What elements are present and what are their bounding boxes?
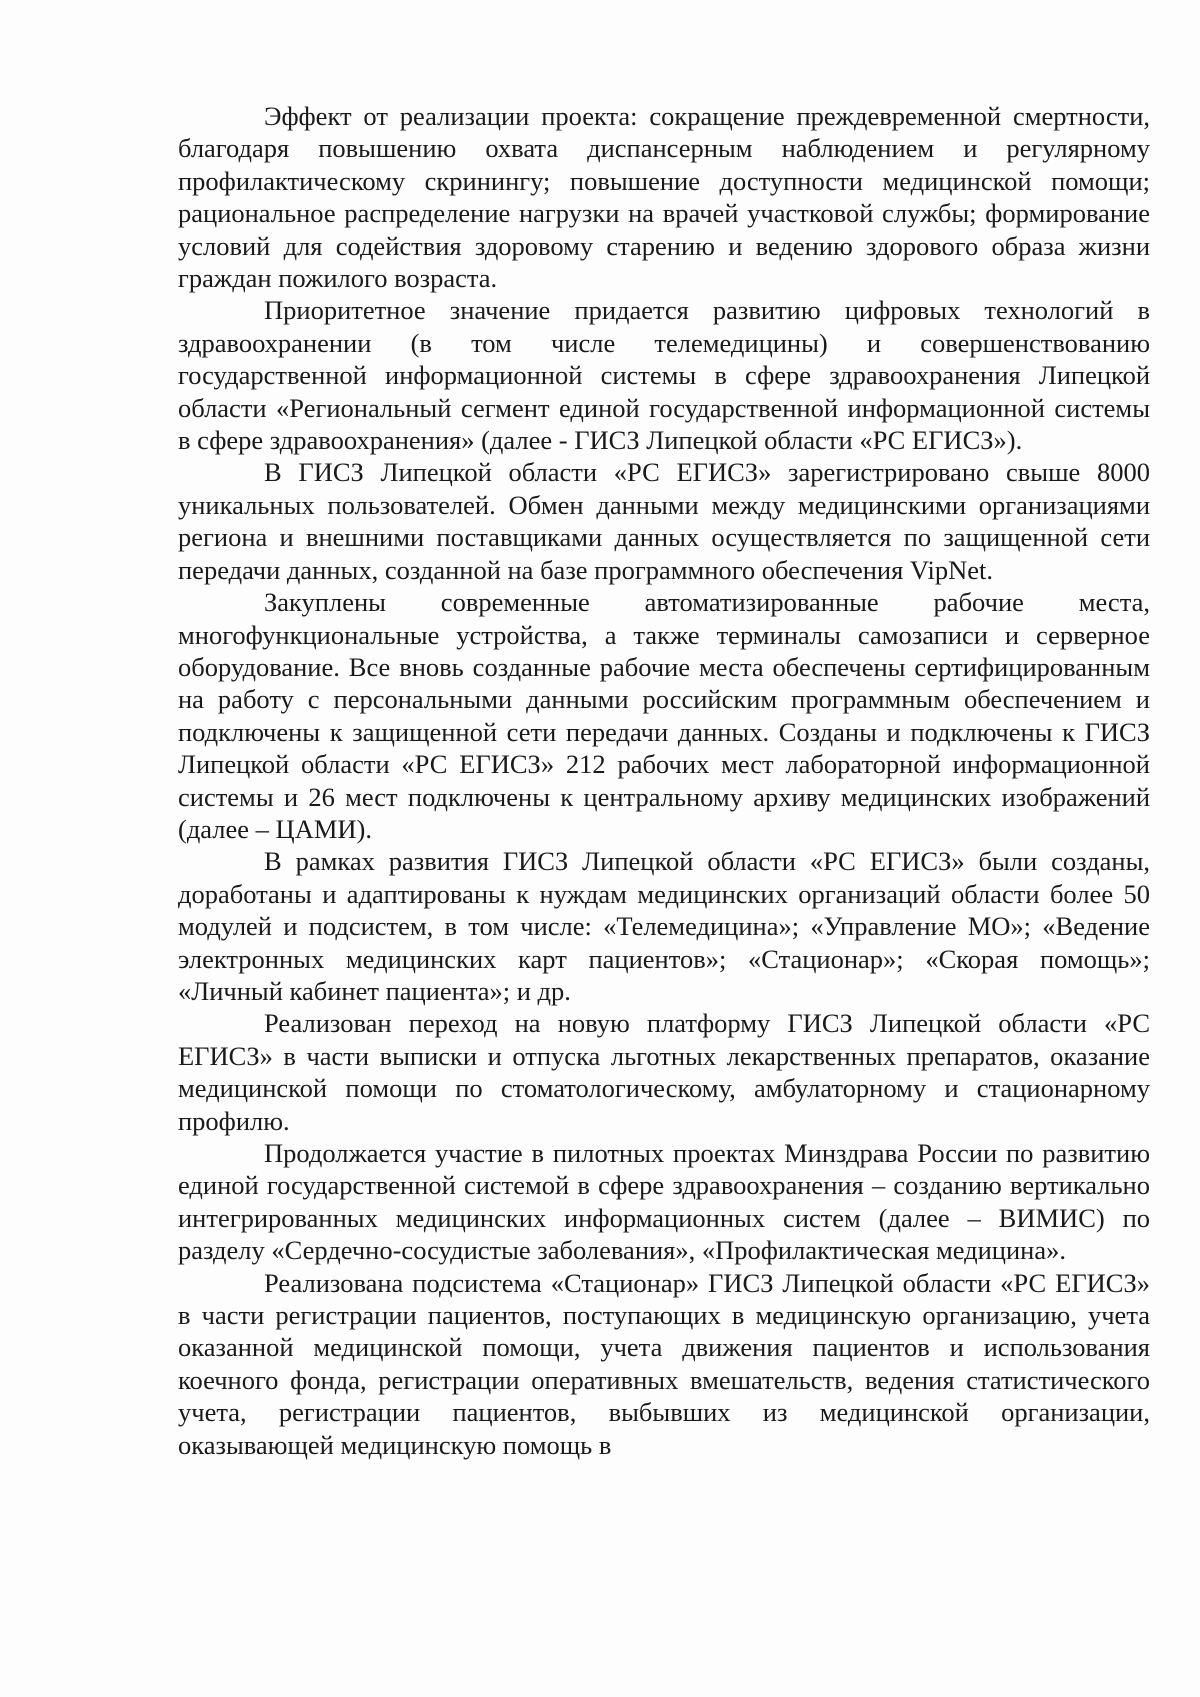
document-body — [178, 100, 1150, 1461]
paragraph-inpatient: Реализована подсистема «Стационар» ГИСЗ Липецкой области «РС ЕГИСЗ» в части регистрации пациентов, поступающих в медицинскую организацию, учета оказанной медицинской помощи, учета движения пациентов и использования коечного фонда, регистрации оперативных вмешательств, ведения статистического учета, регистрации пациентов, выбывших из медицинской организации, оказывающей медицинскую помощь в — [178, 1267, 1150, 1460]
paragraph-priority: Приоритетное значение придается развитию цифровых технологий в здравоохранении (в том числе телемедицины) и совершенствованию государственной информационной системы в сфере здравоохранения Липецкой области «Региональный сегмент единой государственной информационной системы в сфере здравоохранения» (далее - ГИСЗ Липецкой области «РС ЕГИСЗ»). — [178, 295, 1150, 456]
paragraph-equipment: Закуплены современные автоматизированные рабочие места, многофункциональные устройства, а также терминалы самозаписи и серверное оборудование. Все вновь созданные рабочие места обеспечены сертифицированным на работу с персональными данными российским программным обеспечением и подключены к защищенной сети передачи данных. Созданы и подключены к ГИСЗ Липецкой области «РС ЕГИСЗ» 212 рабочих мест лабораторной информационной системы и 26 мест подключены к центральному архиву медицинских изображений (далее – ЦАМИ). — [178, 587, 1150, 844]
paragraph-users: В ГИСЗ Липецкой области «РС ЕГИСЗ» зарегистрировано свыше 8000 уникальных пользователей. Обмен данными между медицинскими организациями региона и внешними поставщиками данных осуществляется по защищенной сети передачи данных, созданной на базе программного обеспечения VipNet. — [178, 457, 1150, 585]
paragraph-modules: В рамках развития ГИСЗ Липецкой области «РС ЕГИСЗ» были созданы, доработаны и адаптированы к нуждам медицинских организаций области более 50 модулей и подсистем, в том числе: «Телемедицина»; «Управление МО»; «Ведение электронных медицинских карт пациентов»; «Стационар»; «Скорая помощь»; «Личный кабинет пациента»; и др. — [178, 846, 1150, 1006]
paragraph-effect: Эффект от реализации проекта: сокращение преждевременной смертности, благодаря повышению охвата диспансерным наблюдением и регулярному профилактическому скринингу; повышение доступности медицинской помощи; рациональное распределение нагрузки на врачей участковой службы; формирование условий для содействия здоровому старению и ведению здорового образа жизни граждан пожилого возраста. — [178, 101, 1150, 294]
paragraph-pilot-projects: Продолжается участие в пилотных проектах Минздрава России по развитию единой государственной системой в сфере здравоохранения – созданию вертикально интегрированных медицинских информационных систем (далее – ВИМИС) по разделу «Сердечно-сосудистые заболевания», «Профилактическая медицина». — [178, 1138, 1150, 1266]
paragraph-platform: Реализован переход на новую платформу ГИСЗ Липецкой области «РС ЕГИСЗ» в части выписки и отпуска льготных лекарственных препаратов, оказание медицинской помощи по стоматологическому, амбулаторному и стационарному профилю. — [178, 1008, 1150, 1136]
